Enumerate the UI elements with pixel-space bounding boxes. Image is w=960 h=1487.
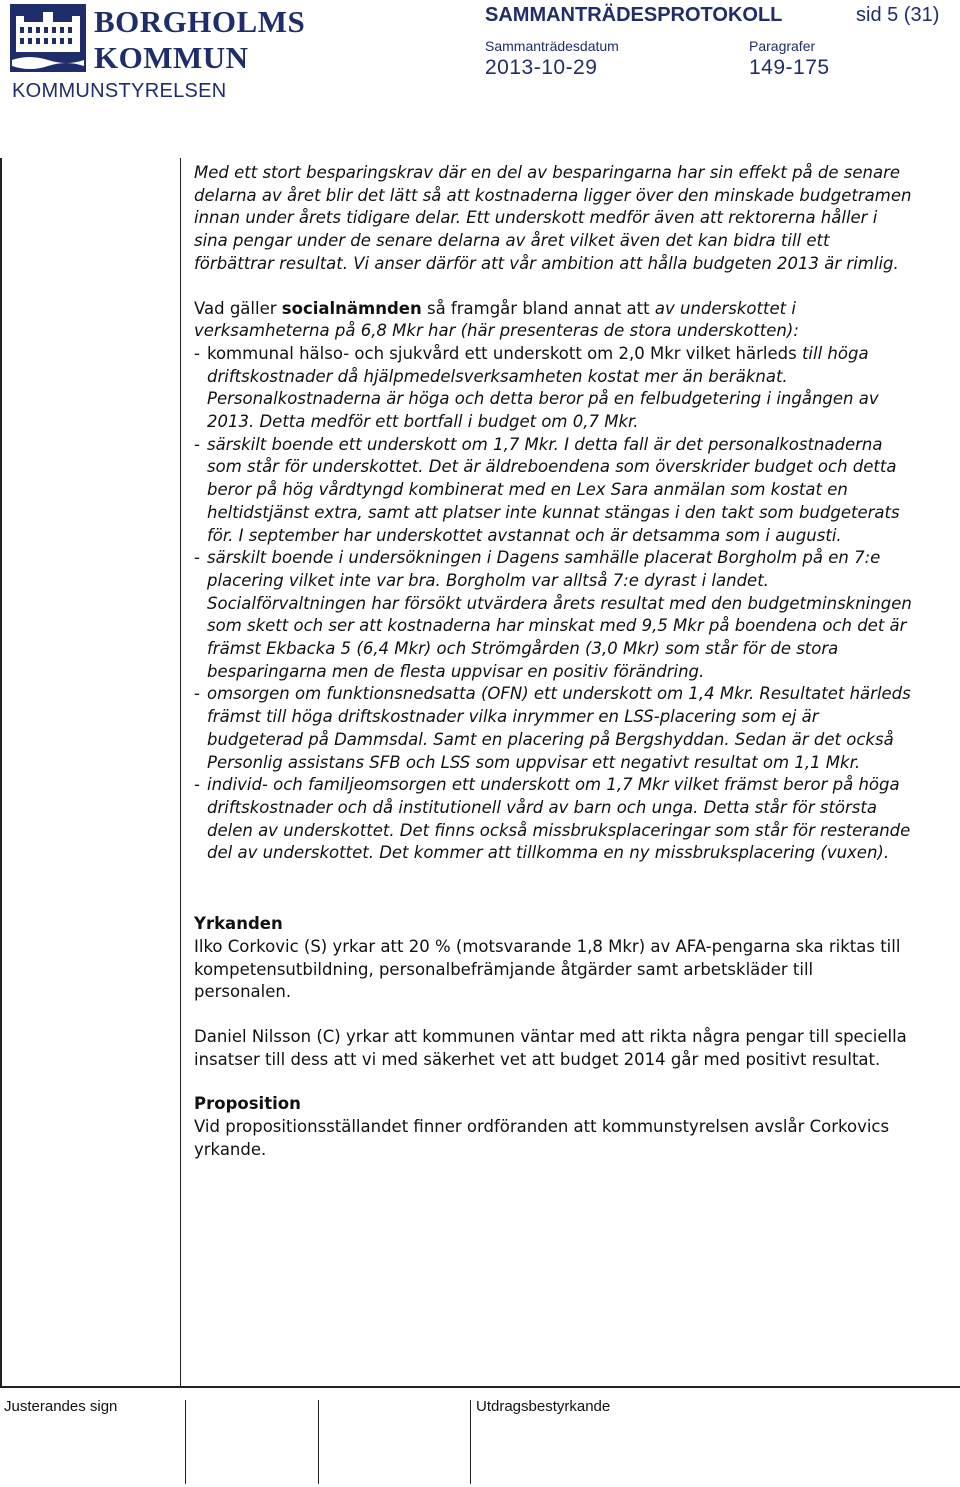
logo-text-line1: BORGHOLMS: [94, 4, 306, 39]
document-title: SAMMANTRÄDESPROTOKOLL: [485, 4, 783, 26]
meeting-date-label: Sammanträdesdatum: [485, 38, 619, 54]
list-item-text: individ- och familjeomsorgen ett underskott om 1,7 Mkr vilket främst beror på höga driftskostnader och då institutionell vård av barn och unga. Detta står för största delen av underskottet. Det finns också missbruksplaceringar som står för resterande del av underskottet. Det kommer att tillkomma en ny missbruksplacering (vuxen).: [207, 775, 911, 863]
logo-text-line2: KOMMUN: [94, 40, 249, 75]
sign-box-divider: [185, 1400, 186, 1484]
text-segment: så framgår bland annat att: [421, 298, 655, 318]
proposition-text: Vid propositionsställandet finner ordföranden att kommunstyrelsen avslår Corkovics yrkande.: [194, 1117, 890, 1159]
unit-name: KOMMUNSTYRELSEN: [12, 80, 227, 102]
paragraphs-label: Paragrafer: [749, 38, 816, 54]
list-item: - särskilt boende ett underskott om 1,7 Mkr. I detta fall är det personalkostnaderna som står för underskottet. Det är äldreboendena som överskrider budget och detta beror på hög vårdtyngd kombinerat med en Lex Sara anmälan som kostat en heltidstjänst extra, samt att platser inte kunnat stängas i den takt som budgeterats för. I september har underskottet avstannat och är detsamma som i augusti.: [194, 434, 900, 545]
list-item: - individ- och familjeomsorgen ett underskott om 1,7 Mkr vilket främst beror på höga driftskostnader och då institutionell vård av barn och unga. Detta står för största delen av underskottet. Det finns också missbruksplaceringar som står för resterande del av underskottet. Det kommer att tillkomma en ny missbruksplacering (vuxen).: [194, 775, 911, 863]
list-item: - omsorgen om funktionsnedsatta (OFN) ett underskott om 1,4 Mkr. Resultatet härleds främst till höga driftskostnader vilka inrymmer en LSS-placering som ej är budgeterad på Dammsdal. Samt en placering på Bergshyddan. Sedan är det också Personlig assistans SFB och LSS som uppvisar ett negativt resultat om 1,1 Mkr.: [194, 684, 911, 772]
paragraph-budget-intro: Med ett stort besparingskrav där en del av besparingarna har sin effekt på de senare delarna av året blir det lätt så att kostnaderna ligger över den minskade budgetramen innan under årets tidigare delar. Ett underskott medför även att rektorerna håller i sina pengar under de senare delarna av året vilket även det kan bidra till ett förbättrar resultat. Vi anser därför att vår ambition att hålla budgeten 2013 är rimlig.: [194, 163, 912, 273]
list-item-text: särskilt boende ett underskott om 1,7 Mkr. I detta fall är det personalkostnaderna som står för underskottet. Det är äldreboendena som överskrider budget och detta beror på hög vårdtyngd kombinerat med en Lex Sara anmälan som kostat en heltidstjänst extra, samt att platser inte kunnat stängas i den takt som budgeterats för. I september har underskottet avstannat och är detsamma som i augusti.: [207, 434, 900, 545]
justerandes-sign-label: Justerandes sign: [4, 1398, 118, 1415]
list-item: - särskilt boende i undersökningen i Dagens samhälle placerat Borgholm på en 7:e placering vilket inte var bra. Borgholm var alltså 7:e dyrast i landet. Socialförvaltningen har försökt utvärdera årets resultat med den budgetminskningen som skett och ser att kostnaderna har minskat med 9,5 Mkr på boendena och det är främst Ekbacka 5 (6,4 Mkr) och Strömgården (3,0 Mkr) som står för de stora besparingarna men de flesta uppvisar en positiv förändring.: [194, 548, 912, 681]
list-item-text: till höga driftskostnader då hjälpmedelsverksamheten kostat mer än beräknat. Personalkostnaderna är höga och detta beror på en felbudgetering i ingången av 2013. Detta medför ett bortfall i budget om 0,7 Mkr.: [207, 343, 879, 432]
sign-box-divider: [470, 1400, 471, 1484]
paragraph-socialnamnden: [194, 298, 914, 343]
inner-margin-rule: [180, 158, 181, 1386]
yrkanden-heading: Yrkanden: [194, 914, 283, 934]
municipality-logo: [10, 4, 410, 76]
document-body: [194, 162, 914, 1161]
page-number: sid 5 (31): [856, 4, 940, 26]
paragraphs-value: 149-175: [749, 56, 830, 79]
list-item: - kommunal hälso- och sjukvård ett underskott om 2,0 Mkr vilket härleds till höga driftskostnader då hjälpmedelsverksamheten kostat mer än beräknat. Personalkostnaderna är höga och detta beror på en felbudgetering i ingången av 2013. Detta medför ett bortfall i budget om 0,7 Mkr.: [194, 343, 879, 432]
meeting-date-value: 2013-10-29: [485, 56, 598, 79]
text-segment: av underskottet i verksamheterna på 6,8 Mkr har (här presenteras de stora underskotten):: [194, 298, 799, 341]
text-segment: Vad gäller: [194, 298, 282, 318]
utdragsbestyrkande-label: Utdragsbestyrkande: [476, 1398, 611, 1415]
list-item-text: särskilt boende i undersökningen i Dagens samhälle placerat Borgholm på en 7:e placering vilket inte var bra. Borgholm var alltså 7:e dyrast i landet. Socialförvaltningen har försökt utvärdera årets resultat med den budgetminskningen som skett och ser att kostnaderna har minskat med 9,5 Mkr på boendena och det är främst Ekbacka 5 (6,4 Mkr) och Strömgården (3,0 Mkr) som står för de stora besparingarna men de flesta uppvisar en positiv förändring.: [207, 548, 912, 681]
list-item-text: kommunal hälso- och sjukvård ett underskott om 2,0 Mkr vilket härleds: [207, 343, 802, 363]
castle-crest-icon: [10, 4, 86, 72]
sign-box-divider: [318, 1400, 319, 1484]
socialnamnden-term: socialnämnden: [281, 298, 422, 318]
proposition-heading: Proposition: [194, 1094, 301, 1114]
yrkande-nilsson: Daniel Nilsson (C) yrkar att kommunen väntar med att rikta några pengar till speciella insatser till dess att vi med säkerhet vet att budget 2014 går med positivt resultat.: [194, 1026, 907, 1069]
footer-rule: [0, 1386, 960, 1388]
left-margin-rule: [0, 158, 2, 1388]
list-item-text: omsorgen om funktionsnedsatta (OFN) ett underskott om 1,4 Mkr. Resultatet härleds främst till höga driftskostnader vilka inrymmer en LSS-placering som ej är budgeterad på Dammsdal. Samt en placering på Bergshyddan. Sedan är det också Personlig assistans SFB och LSS som uppvisar ett negativt resultat om 1,1 Mkr.: [207, 684, 911, 772]
yrkande-corkovic: Ilko Corkovic (S) yrkar att 20 % (motsvarande 1,8 Mkr) av AFA-pengarna ska riktas till kompetensutbildning, personalbefrämjande åtgärder samt arbetskläder till personalen.: [194, 936, 901, 1002]
